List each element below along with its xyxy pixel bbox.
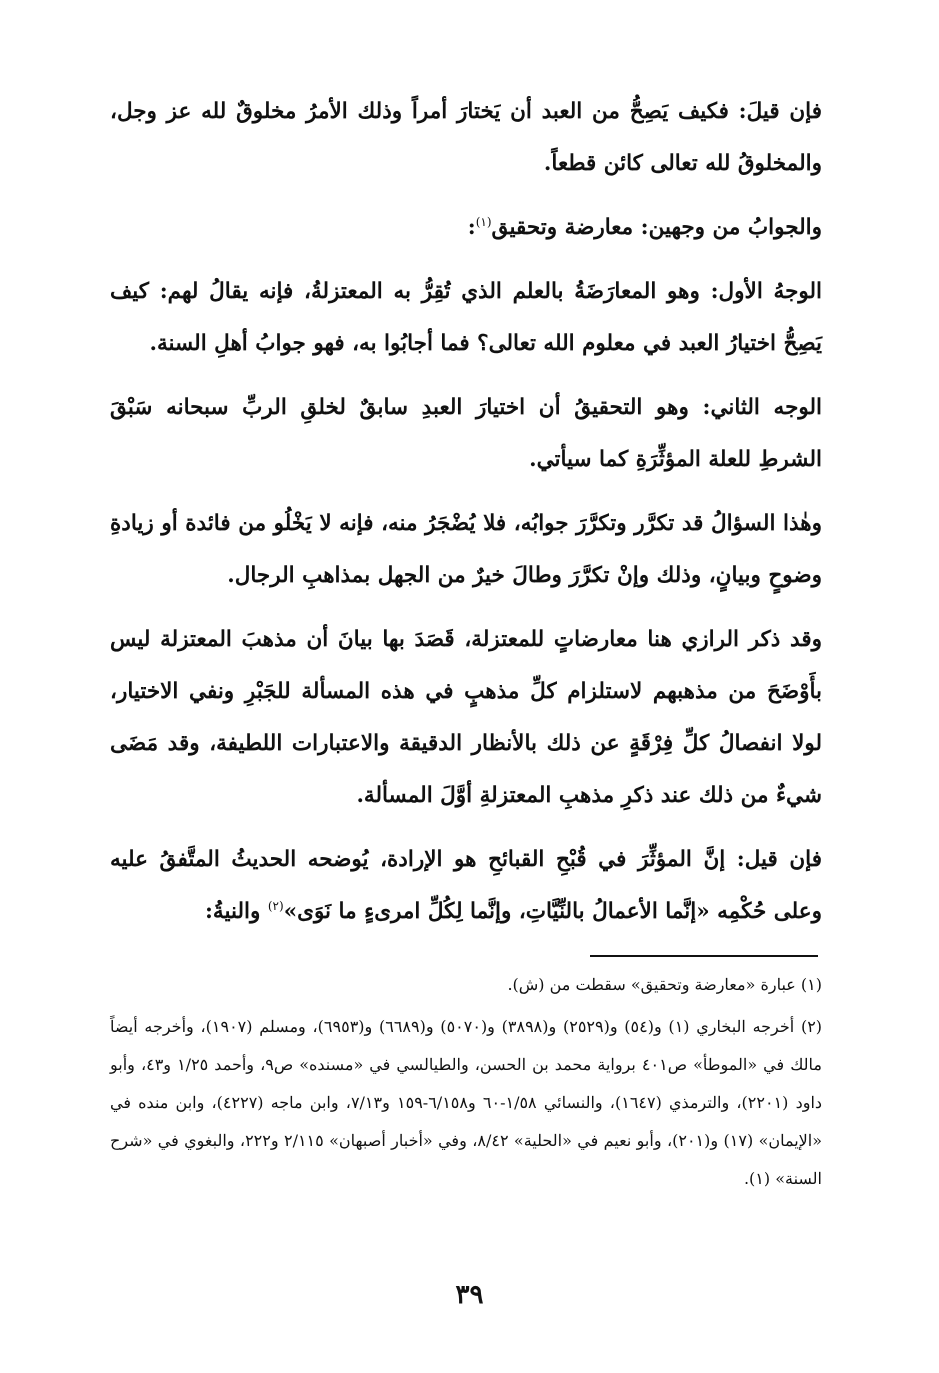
page-number: ٣٩ — [455, 1280, 484, 1310]
paragraph-3: الوجهُ الأول: وهو المعارَضَةُ بالعلم الذي تُقِرُّ به المعتزلةُ، فإنه يقالُ لهم: كيف يَصِحُّ اختيارُ العبد في معلوم الله تعالى؟ فما أجابُوا به، فهو جوابُ أهلِ السنة. — [110, 279, 822, 356]
footnotes — [110, 966, 822, 1202]
paragraph-1: فإن قيلَ: فكيف يَصِحُّ من العبد أن يَختارَ أمراً وذلك الأمرُ مخلوقٌ لله عز وجل، والمخلوقُ لله تعالى كائن قطعاً. — [110, 99, 822, 176]
footnote-ref-1[interactable]: (١) — [475, 214, 492, 229]
footnote-1: (١) عبارة «معارضة وتحقيق» سقطت من (ش). — [507, 975, 822, 994]
footnote-2: (٢) أخرجه البخاري (١) و(٥٤) و(٢٥٢٩) و(٣٨٩٨) و(٥٠٧٠) و(٦٦٨٩) و(٦٩٥٣)، ومسلم (١٩٠٧)، وأخرجه أيضاً مالك في «الموطأ» ص٤٠١ برواية محمد بن الحسن، والطيالسي في «مسنده» ص٩، وأحمد ١/٢٥ و٤٣، وأبو داود (٢٢٠١)، والترمذي (١٦٤٧)، والنسائي ١/٥٨-٦٠ و٦/١٥٨-١٥٩ و٧/١٣، وابن ماجه (٤٢٢٧)، وابن منده في «الإيمان» (١٧) و(٢٠١)، وأبو نعيم في «الحلية» ٨/٤٢، وفي «أخبار أصبهان» ٢/١١٥ و٢٢٢، والبغوي في «شرح السنة» (١). — [110, 1017, 823, 1188]
paragraph-5: وهٰذا السؤالُ قد تكرَّر وتكرَّرَ جوابُه، فلا يُضْجَرُ منه، فإنه لا يَخْلُو من فائدة أو زيادةِ وضوحٍ وبيانٍ، وذلك وإنْ تكرَّرَ وطالَ خيرٌ من الجهل بمذاهبِ الرجال. — [110, 511, 822, 588]
paragraph-2: والجوابُ من وجهين: معارضة وتحقيق$^{(١)}$: — [467, 214, 822, 240]
main-text — [110, 86, 822, 950]
paragraph-6: وقد ذكر الرازي هنا معارضاتٍ للمعتزلة، قَصَدَ بها بيانَ أن مذهبَ المعتزلة ليس بأَوْضَحَ من مذهبهم لاستلزام كلِّ مذهبٍ في هذه المسألة للجَبْرِ ونفي الاختيار، لولا انفصالُ كلِّ فِرْقَةٍ عن ذلك بالأنظار الدقيقة والاعتبارات اللطيفة، وقد مَضَى شيءٌ من ذلك عند ذكرِ مذهبِ المعتزلةِ أوَّلَ المسألة. — [110, 627, 822, 808]
footnote-ref-2[interactable]: (٢) — [267, 898, 284, 913]
footnote-separator — [590, 955, 818, 957]
paragraph-7: فإن قيل: إنَّ المؤثِّرَ في قُبْحِ القبائحِ هو الإرادة، يُوضحه الحديثُ المتَّفقُ عليه وعلى حُكْمِه «إنَّما الأعمالُ بالنِّيَّاتِ، وإنَّما لِكُلِّ امرىءٍ ما نَوَى»$^{(٢)}$ والنيةُ: — [110, 847, 822, 924]
paragraph-4: الوجه الثاني: وهو التحقيقُ أن اختيارَ العبدِ سابقٌ لخلقِ الربِّ سبحانه سَبْقَ الشرطِ للعلة المؤثِّرَةِ كما سيأتي. — [110, 395, 822, 472]
